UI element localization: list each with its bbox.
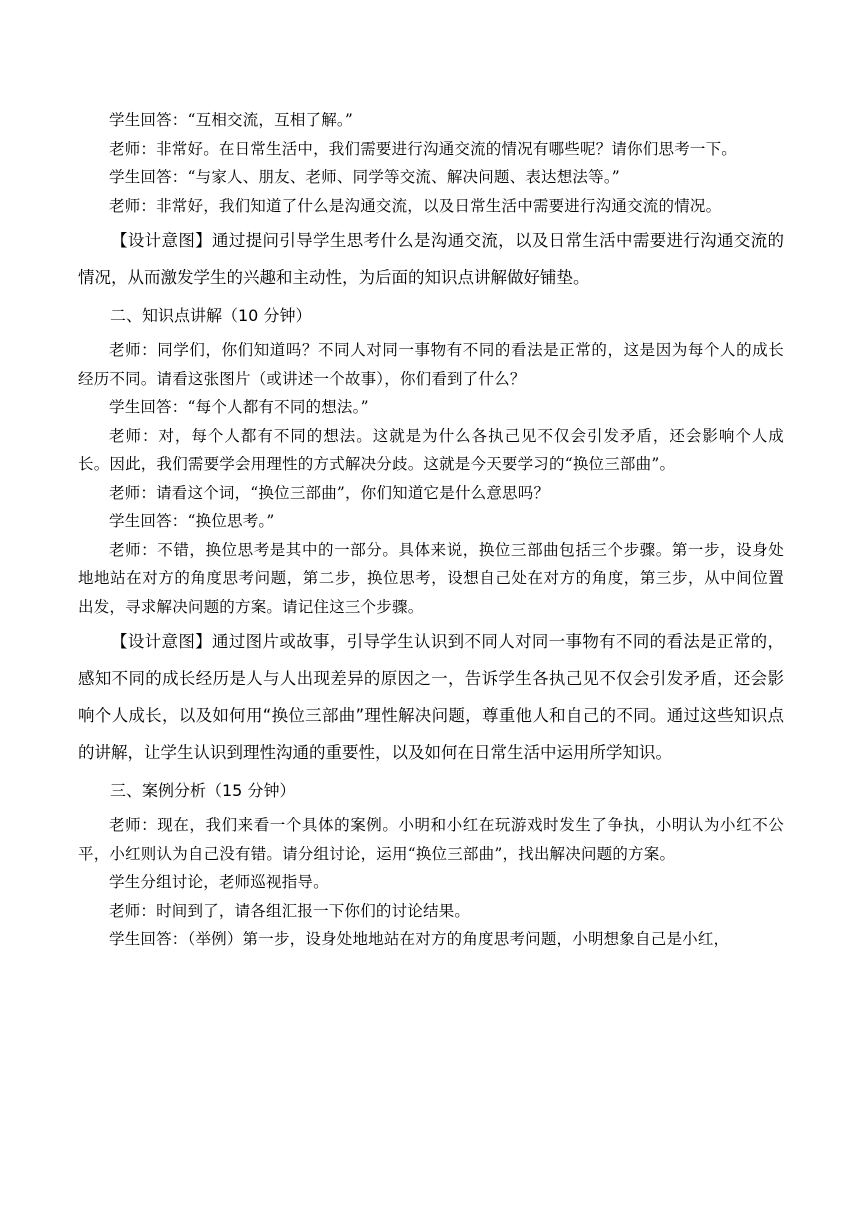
- dialog-paragraph: 学生回答：“与家人、朋友、老师、同学等交流、解决问题、表达想法等。”: [109, 168, 620, 186]
- dialog-paragraph: 老师：对，每个人都有不同的想法。这就是为什么各执己见不仅会引发矛盾，还会影响个人成长。因此，我们需要学会用理性的方式解决分歧。这就是今天要学习的“换位三部曲”。: [78, 426, 784, 473]
- dialog-paragraph: 老师：非常好，我们知道了什么是沟通交流，以及日常生活中需要进行沟通交流的情况。: [109, 196, 722, 215]
- section-heading: 三、案例分析（15 分钟）: [110, 781, 296, 800]
- dialog-paragraph: 老师：请看这个词，“换位三部曲”，你们知道它是什么意思吗？: [109, 483, 550, 502]
- dialog-paragraph: 学生分组讨论，老师巡视指导。: [109, 873, 329, 891]
- dialog-paragraph: 学生回答：（举例）第一步，设身处地地站在对方的角度思考问题，小明想象自己是小红，: [109, 930, 730, 948]
- dialog-paragraph: 学生回答：“换位思考。”: [109, 512, 275, 530]
- dialog-paragraph: 学生回答：“互相交流，互相了解。”: [109, 111, 353, 129]
- design-intent-paragraph: 【设计意图】通过提问引导学生思考什么是沟通交流，以及日常生活中需要进行沟通交流的情况，从而激发学生的兴趣和主动性，为后面的知识点讲解做好铺垫。: [78, 231, 784, 287]
- dialog-paragraph: 老师：同学们，你们知道吗？不同人对同一事物有不同的看法是正常的，这是因为每个人的成长经历不同。请看这张图片（或讲述一个故事），你们看到了什么？: [78, 341, 784, 388]
- design-intent-paragraph: 【设计意图】通过图片或故事，引导学生认识到不同人对同一事物有不同的看法是正常的，感知不同的成长经历是人与人出现差异的原因之一，告诉学生各执己见不仅会引发矛盾，还会影响个人成长，以及如何用“换位三部曲”理性解决问题，尊重他人和自己的不同。通过这些知识点的讲解，让学生认识到理性沟通的重要性，以及如何在日常生活中运用所学知识。: [78, 632, 784, 762]
- section-heading: 二、知识点讲解（10 分钟）: [110, 306, 312, 325]
- dialog-paragraph: 老师：时间到了，请各组汇报一下你们的讨论结果。: [109, 901, 471, 920]
- dialog-paragraph: 老师：不错，换位思考是其中的一部分。具体来说，换位三部曲包括三个步骤。第一步，设身处地地站在对方的角度思考问题，第二步，换位思考，设想自己处在对方的角度，第三步，从中间位置出发，寻求解决问题的方案。请记住这三个步骤。: [78, 540, 784, 616]
- dialog-paragraph: 学生回答：“每个人都有不同的想法。”: [109, 398, 369, 416]
- dialog-paragraph: 老师：非常好。在日常生活中，我们需要进行沟通交流的情况有哪些呢？请你们思考一下。: [109, 139, 738, 158]
- document-body: [78, 106, 784, 954]
- dialog-paragraph: 老师：现在，我们来看一个具体的案例。小明和小红在玩游戏时发生了争执，小明认为小红不公平，小红则认为自己没有错。请分组讨论，运用“换位三部曲”，找出解决问题的方案。: [78, 816, 784, 863]
